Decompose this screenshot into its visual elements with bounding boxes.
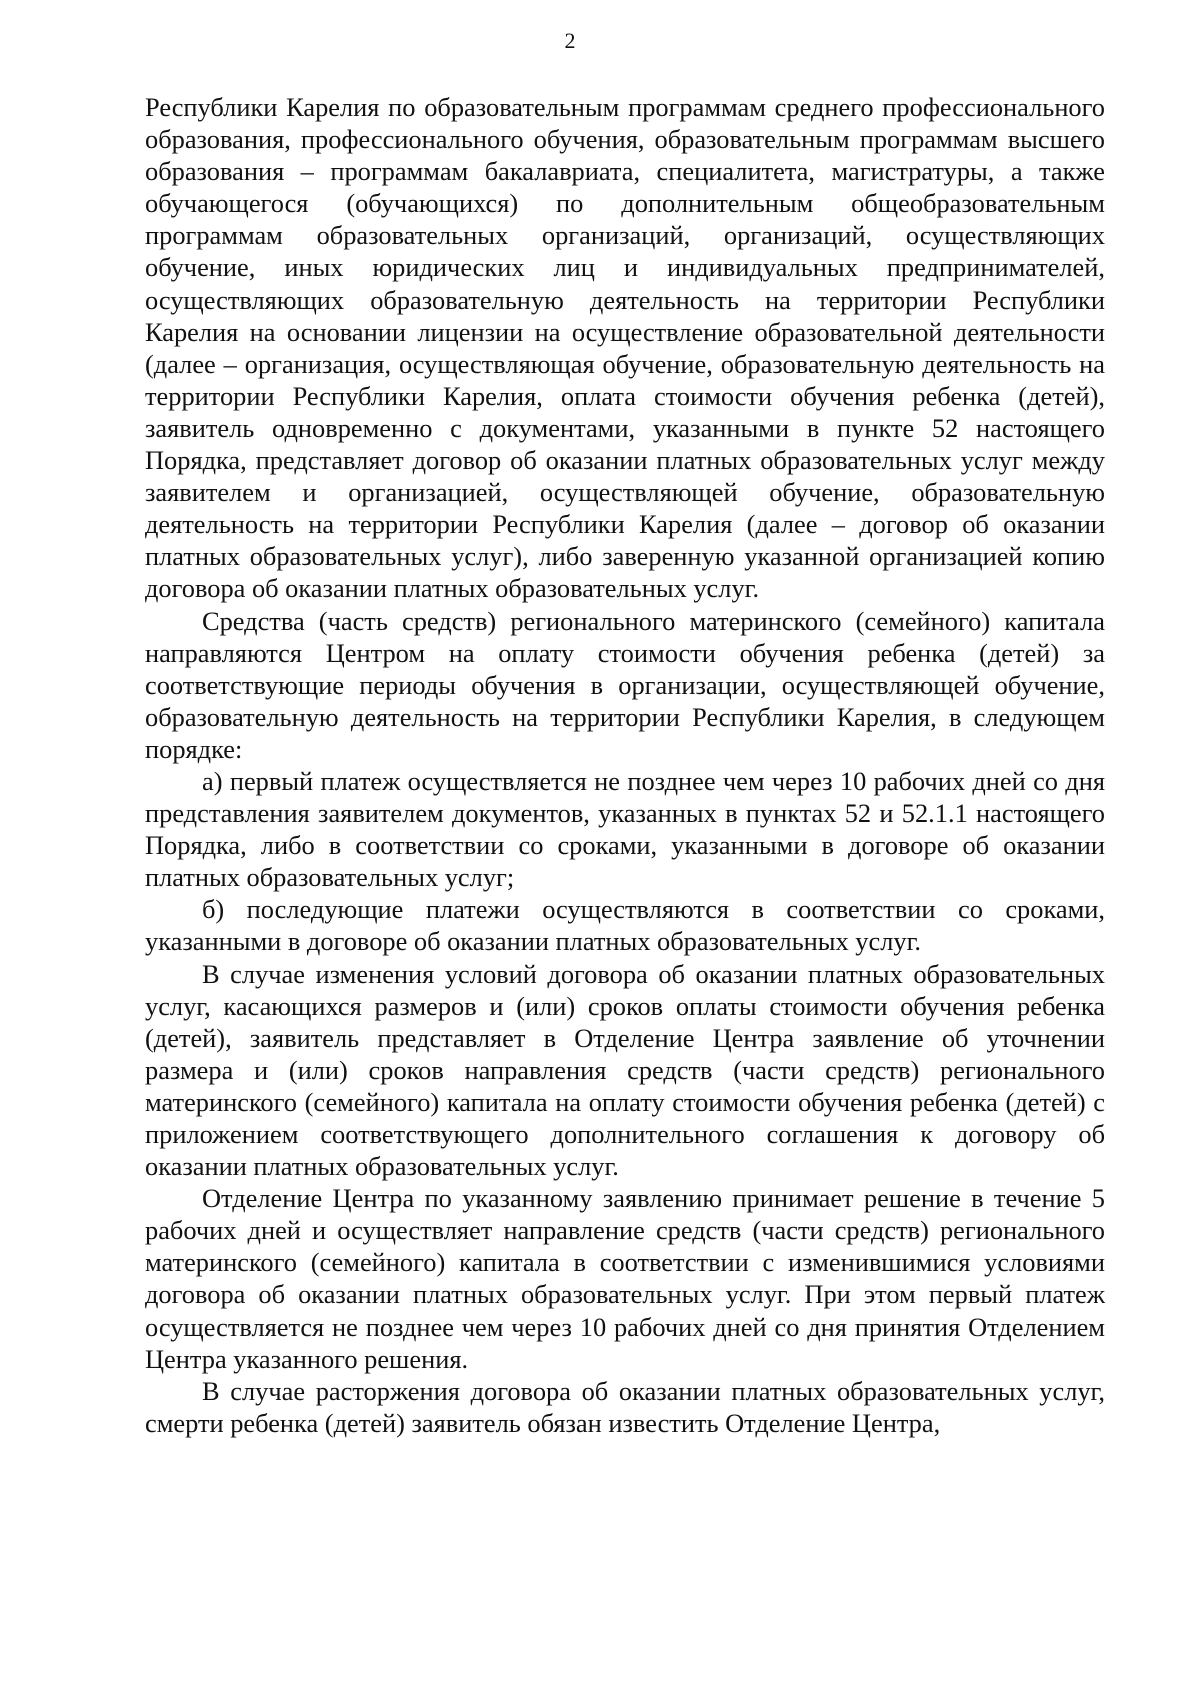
paragraph-contract-termination: В случае расторжения договора об оказании платных образовательных услуг, смерти ребенка (детей) заявитель обязан известить Отделение Центра,: [145, 1375, 1105, 1438]
paragraph-subsequent-payments: б) последующие платежи осуществляются в соответствии со сроками, указанными в договоре об оказании платных образовательных услуг.: [145, 894, 1105, 957]
paragraph-first-payment: а) первый платеж осуществляется не позднее чем через 10 рабочих дней со дня представления заявителем документов, указанных в пунктах 52 и 52.1.1 настоящего Порядка, либо в соответствии со сроками, указанными в договоре об оказании платных образовательных услуг;: [145, 765, 1105, 893]
paragraph-continuation: Республики Карелия по образовательным программам среднего профессионального образования, профессионального обучения, образовательным программам высшего образования – программам бакалавриата, специалитета, магистратуры, а также обучающегося (обучающихся) по дополнительным общеобразовательным программам образовательных организаций, организаций, осуществляющих обучение, иных юридических лиц и индивидуальных предпринимателей, осуществляющих образовательную деятельность на территории Республики Карелия на основании лицензии на осуществление образовательной деятельности (далее – организация, осуществляющая обучение, образовательную деятельность на территории Республики Карелия, оплата стоимости обучения ребенка (детей), заявитель одновременно с документами, указанными в пункте 52 настоящего Порядка, представляет договор об оказании платных образовательных услуг между заявителем и организацией, осуществляющей обучение, образовательную деятельность на территории Республики Карелия (далее – договор об оказании платных образовательных услуг), либо заверенную указанной организацией копию договора об оказании платных образовательных услуг.: [145, 92, 1105, 604]
page-number: 2: [564, 28, 576, 53]
paragraph-center-decision: Отделение Центра по указанному заявлению принимает решение в течение 5 рабочих дней и осуществляет направление средств (части средств) регионального материнского (семейного) капитала в соответствии с изменившимися условиями договора об оказании платных образовательных услуг. При этом первый платеж осуществляется не позднее чем через 10 рабочих дней со дня принятия Отделением Центра указанного решения.: [145, 1183, 1105, 1374]
paragraph-contract-change: В случае изменения условий договора об оказании платных образовательных услуг, касающихся размеров и (или) сроков оплаты стоимости обучения ребенка (детей), заявитель представляет в Отделение Центра заявление об уточнении размера и (или) сроков направления средств (части средств) регионального материнского (семейного) капитала на оплату стоимости обучения ребенка (детей) с приложением соответствующего дополнительного соглашения к договору об оказании платных образовательных услуг.: [145, 958, 1105, 1182]
paragraph-payment-order: Средства (часть средств) регионального материнского (семейного) капитала направляются Центром на оплату стоимости обучения ребенка (детей) за соответствующие периоды обучения в организации, осуществляющей обучение, образовательную деятельность на территории Республики Карелия, в следующем порядке:: [145, 605, 1105, 764]
document-body: [145, 91, 1105, 1439]
